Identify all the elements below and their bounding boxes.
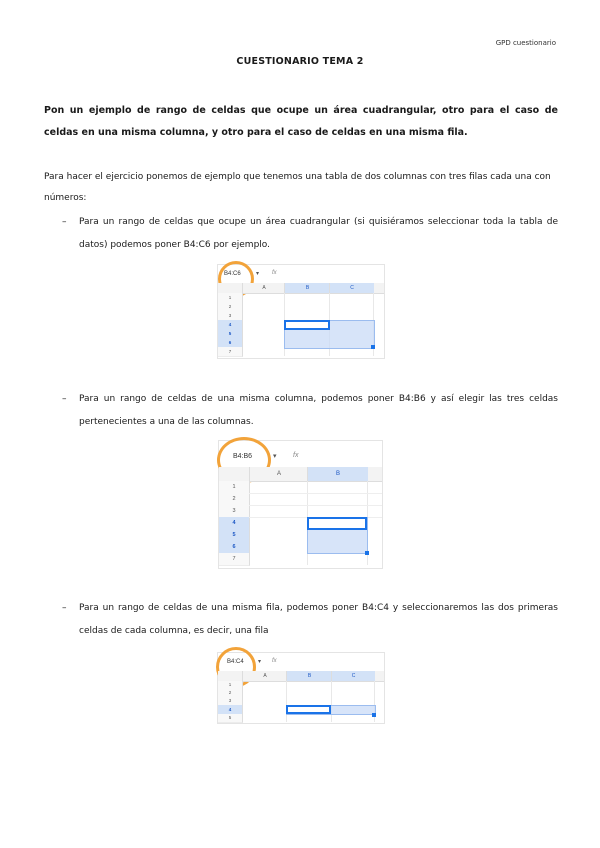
spreadsheet-screenshot-row-range xyxy=(217,652,385,724)
header-note: GPD cuestionario xyxy=(495,39,556,47)
bullet-item xyxy=(62,211,558,257)
grid-line xyxy=(286,681,287,722)
row-header: 1 xyxy=(219,481,250,494)
column-header-c: C xyxy=(329,283,374,293)
bullet-dash: – xyxy=(62,217,67,227)
name-box: B4:B6 xyxy=(233,453,253,460)
column-header-b: B xyxy=(307,467,368,481)
column-header-b: B xyxy=(286,671,332,681)
row-header: 5 xyxy=(219,529,250,542)
grid-line xyxy=(249,505,382,506)
active-cell xyxy=(284,320,330,330)
row-header: 7 xyxy=(219,553,250,566)
active-cell xyxy=(307,517,367,530)
column-header-a: A xyxy=(242,283,285,293)
row-header: 4 xyxy=(218,320,243,330)
row-header: 6 xyxy=(219,541,250,554)
row-header: 2 xyxy=(218,302,243,312)
column-header-a: A xyxy=(249,467,308,481)
bullet-item xyxy=(62,597,558,643)
row-header: 7 xyxy=(218,347,243,357)
spreadsheet-screenshot-column-range xyxy=(218,440,383,569)
fx-icon: fx xyxy=(293,452,299,459)
column-header-c: C xyxy=(331,671,375,681)
row-header: 2 xyxy=(219,493,250,506)
row-header: 4 xyxy=(218,705,243,715)
bullet-item xyxy=(62,388,558,434)
question-text: Pon un ejemplo de rango de celdas que ocupe un área cuadrangular, otro para el caso de celdas en una misma columna, y otro para el caso de celdas en una misma fila. xyxy=(44,105,558,138)
spreadsheet-screenshot-area-range xyxy=(217,264,385,359)
row-header: 3 xyxy=(218,311,243,321)
grid-line xyxy=(249,493,382,494)
row-header: 3 xyxy=(218,697,243,706)
row-header: 1 xyxy=(218,681,243,690)
bullet-dash: – xyxy=(62,603,67,613)
fill-handle xyxy=(372,713,376,717)
row-header: 6 xyxy=(218,338,243,348)
fill-handle xyxy=(365,551,369,555)
name-box: B4:C4 xyxy=(227,659,244,665)
chevron-down-icon: ▾ xyxy=(258,659,262,665)
chevron-down-icon: ▾ xyxy=(273,453,277,460)
fx-icon: fx xyxy=(272,658,277,664)
page-title: CUESTIONARIO TEMA 2 xyxy=(236,56,364,67)
fill-handle xyxy=(371,345,375,349)
row-header: 1 xyxy=(218,293,243,303)
grid-line xyxy=(331,681,332,722)
row-header: 5 xyxy=(218,714,243,723)
column-header-a: A xyxy=(242,671,287,681)
row-header: 2 xyxy=(218,689,243,698)
row-header: 4 xyxy=(219,517,250,530)
bullet-dash: – xyxy=(62,394,67,404)
row-header: 5 xyxy=(218,329,243,339)
bullet-text: Para un rango de celdas de una misma fila, podemos poner B4:C4 y seleccionaremos las dos primeras celdas de cada columna, es decir, una fila xyxy=(79,603,558,636)
row-header: 3 xyxy=(219,505,250,518)
active-cell xyxy=(286,705,331,714)
bullet-text: Para un rango de celdas que ocupe un área cuadrangular (si quisiéramos seleccionar toda la tabla de datos) podemos poner B4:C6 por ejemplo. xyxy=(79,217,558,250)
chevron-down-icon: ▾ xyxy=(256,271,260,277)
fx-icon: fx xyxy=(272,270,277,276)
intro-paragraph: Para hacer el ejercicio ponemos de ejemplo que tenemos una tabla de dos columnas con tres filas cada una con números: xyxy=(44,172,551,203)
name-box: B4:C6 xyxy=(224,271,241,277)
column-header-b: B xyxy=(284,283,330,293)
bullet-text: Para un rango de celdas de una misma columna, podemos poner B4:B6 y así elegir las tres celdas pertenecientes a una de las columnas. xyxy=(79,394,558,427)
